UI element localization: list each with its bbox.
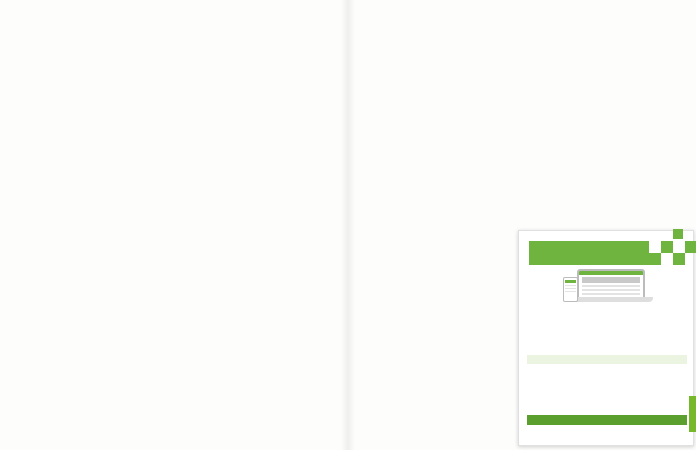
ad-banner — [529, 241, 649, 265]
address-change-info — [527, 389, 687, 390]
checker-square — [661, 241, 673, 253]
checker-square — [673, 253, 685, 265]
smartphone — [563, 277, 578, 302]
elasku-info-band — [527, 355, 687, 364]
diagram-crossing-lines — [442, 59, 662, 79]
laptop-base — [565, 297, 653, 302]
right-page-title — [444, 11, 604, 14]
checker-square — [685, 241, 696, 253]
sanahaarakas-sidebar — [390, 68, 449, 72]
asiakaspalvelu-ad-card — [518, 230, 694, 446]
oma-sanoma-benefits — [612, 323, 687, 324]
phone-contact-band — [527, 415, 687, 425]
checker-square — [649, 253, 661, 265]
laptop-screen — [577, 269, 645, 299]
left-page-title — [92, 11, 252, 14]
numerolukot-sidebar — [24, 56, 81, 60]
page-footer — [12, 431, 26, 438]
laptop-phone-illustration — [519, 269, 695, 301]
sama-sana-section — [390, 236, 520, 240]
ad-text-columns — [529, 323, 687, 324]
oma-sanoma-description — [529, 323, 604, 324]
sanahaarakas-diagram — [442, 58, 664, 80]
checker-square — [673, 229, 683, 239]
right-page — [348, 0, 696, 450]
page-edge-tab — [689, 396, 696, 432]
